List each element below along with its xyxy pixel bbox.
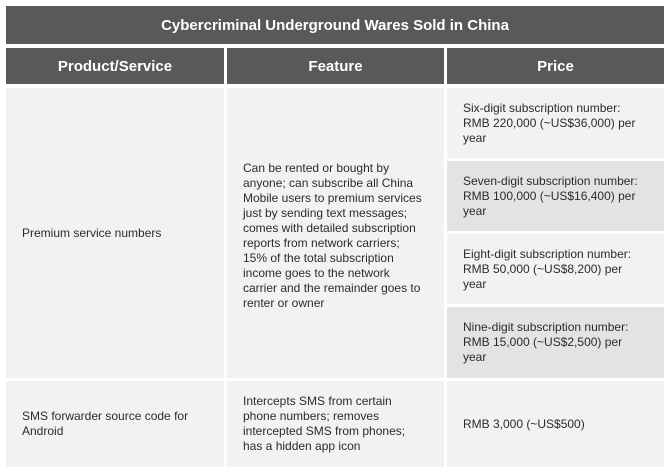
product-name: SMS forwarder source code for Android — [22, 409, 189, 438]
table-cell-price — [447, 88, 664, 158]
feature-text: Can be rented or bought by anyone; can subscribe all China Mobile users to premium services just by sending text messages; comes with detailed subscription reports from network carriers; 15% of the total subscription income goes to the network carrier and the remainder goes to renter or owner — [243, 161, 422, 310]
price-text: Nine-digit subscription number: RMB 15,000 (~US$2,500) per year — [463, 320, 629, 364]
table-cell-price — [447, 381, 664, 467]
table-cell-feature — [227, 88, 444, 378]
column-header-product-label: Product/Service — [57, 57, 173, 75]
price-text: Six-digit subscription number: RMB 220,000 (~US$36,000) per year — [463, 100, 636, 145]
table-cell-price — [447, 234, 664, 304]
feature-text: Intercepts SMS from certain phone numbers; removes intercepted SMS from phones; has a hidden app icon — [243, 394, 406, 453]
column-header-price — [447, 48, 664, 84]
table-cell-product — [6, 381, 224, 467]
table-cell-price — [447, 307, 664, 378]
column-header-feature — [227, 48, 444, 84]
table-cell-price — [447, 161, 664, 231]
column-header-price-label: Price — [537, 57, 574, 75]
table-cell-feature — [227, 381, 444, 467]
price-text: RMB 3,000 (~US$500) — [463, 416, 585, 431]
price-text: Seven-digit subscription number: RMB 100,000 (~US$16,400) per year — [463, 173, 638, 218]
table-cell-product — [6, 88, 224, 378]
table-title-text: Cybercriminal Underground Wares Sold in China — [161, 16, 509, 34]
product-name: Premium service numbers — [22, 225, 162, 240]
column-header-product — [6, 48, 224, 84]
price-text: Eight-digit subscription number: RMB 50,000 (~US$8,200) per year — [463, 246, 632, 291]
table-title — [6, 6, 664, 44]
column-header-feature-label: Feature — [308, 57, 363, 75]
